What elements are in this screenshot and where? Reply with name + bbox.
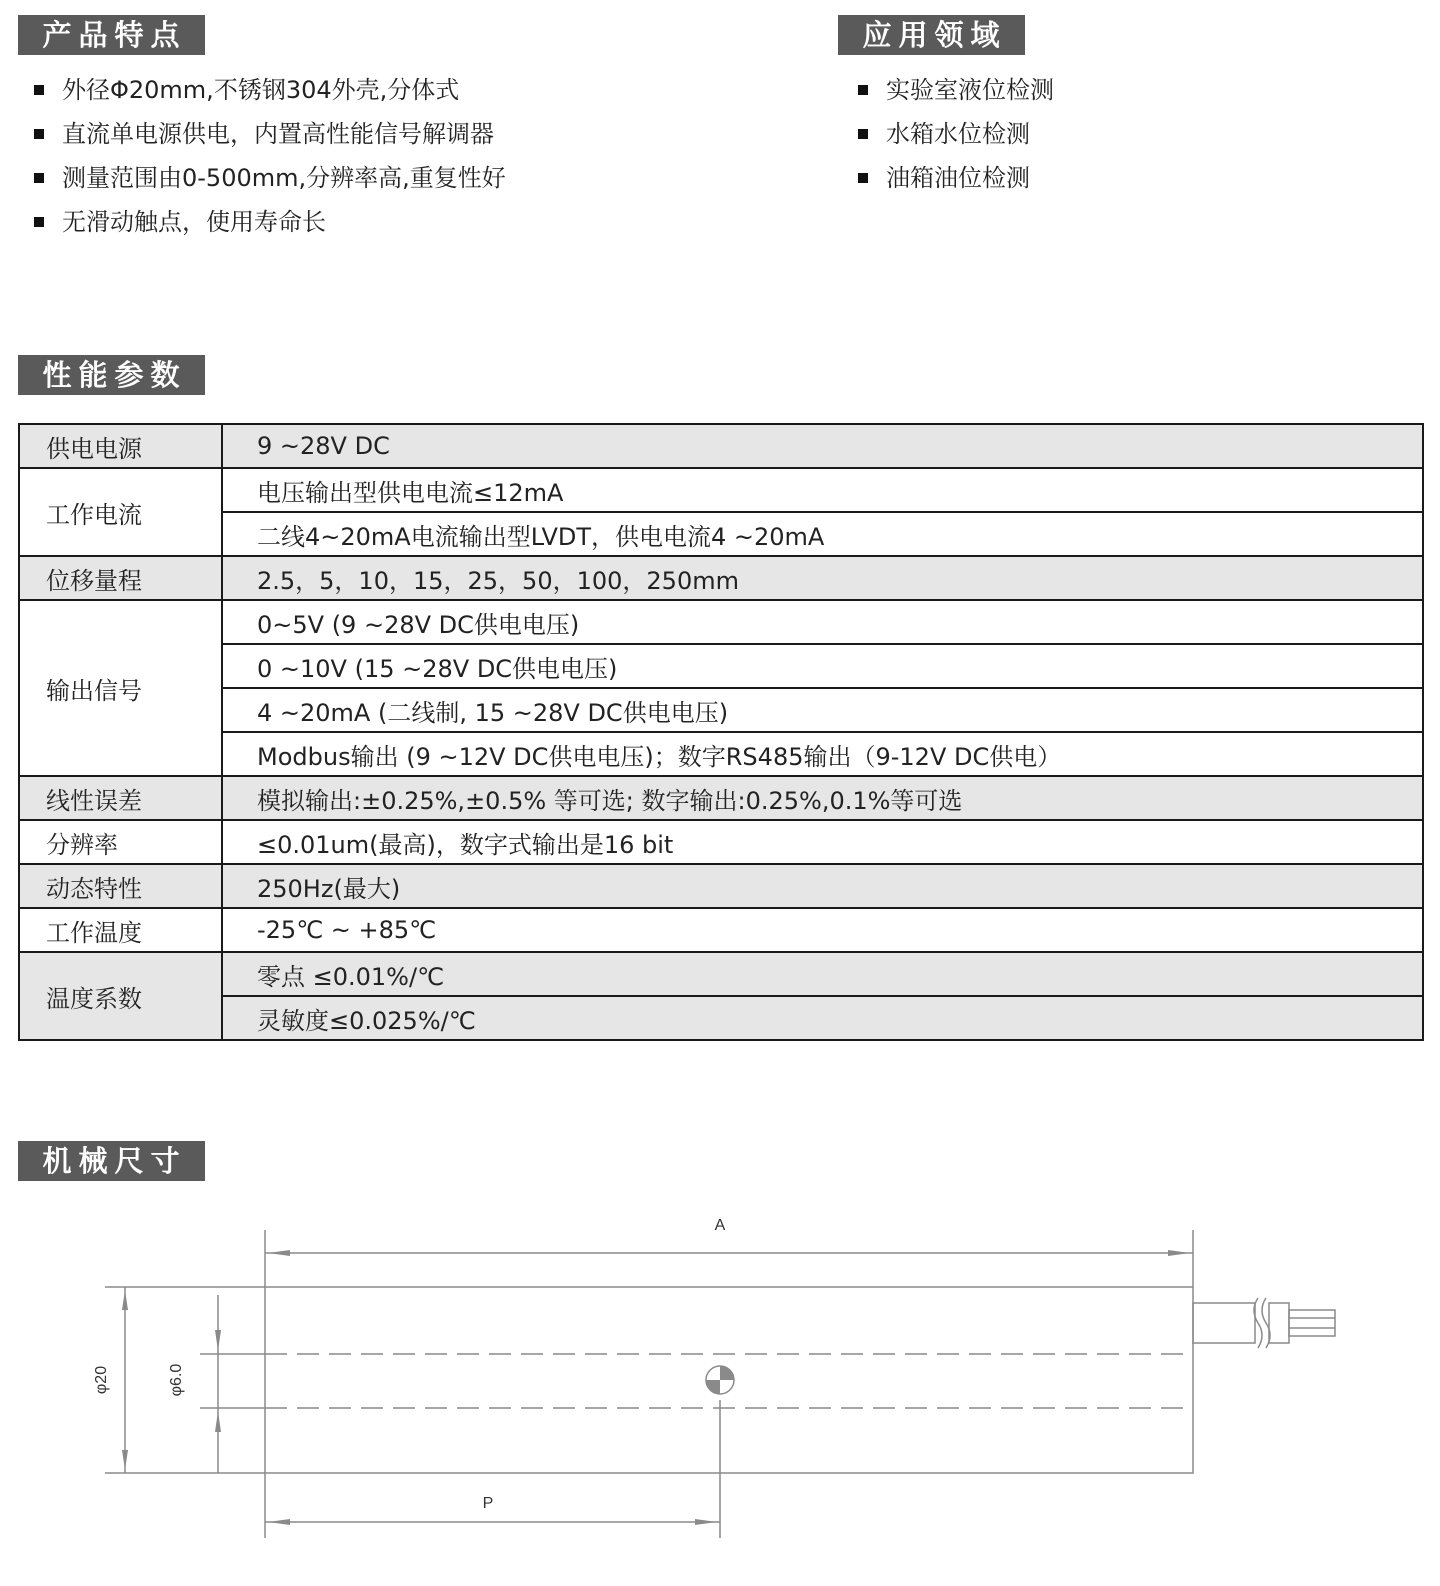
table-row	[19, 688, 1423, 732]
application-text: 实验室液位检测	[886, 76, 1054, 104]
bullet-icon	[34, 173, 44, 183]
table-row	[19, 644, 1423, 688]
spec-value: Modbus输出 (9 ~12V DC供电电压)；数字RS485输出（9-12V DC供电）	[222, 732, 1423, 776]
bullet-icon	[858, 85, 868, 95]
table-row	[19, 556, 1423, 600]
spec-value: 0~5V (9 ~28V DC供电电压)	[222, 600, 1423, 644]
spec-label: 工作电流	[19, 468, 222, 556]
cable-end	[1269, 1303, 1289, 1343]
list-item	[34, 156, 506, 200]
spec-label: 位移量程	[19, 556, 222, 600]
spec-label: 线性误差	[19, 776, 222, 820]
feature-text: 直流单电源供电，内置高性能信号解调器	[62, 120, 494, 148]
dimension-drawing	[0, 1200, 1440, 1580]
table-row	[19, 732, 1423, 776]
applications-title: 应用领域	[838, 15, 1025, 55]
spec-value: 0 ~10V (15 ~28V DC供电电压)	[222, 644, 1423, 688]
spec-value: 零点 ≤0.01%/℃	[222, 952, 1423, 996]
bullet-icon	[34, 129, 44, 139]
spec-value: ≤0.01um(最高)，数字式输出是16 bit	[222, 820, 1423, 864]
spec-label: 分辨率	[19, 820, 222, 864]
connector	[1289, 1310, 1335, 1336]
spec-value: 9 ~28V DC	[222, 424, 1423, 468]
table-row	[19, 908, 1423, 952]
table-row	[19, 820, 1423, 864]
spec-value: 2.5，5，10，15，25，50，100，250mm	[222, 556, 1423, 600]
table-row	[19, 600, 1423, 644]
list-item	[34, 68, 506, 112]
spec-label: 温度系数	[19, 952, 222, 1040]
feature-text: 外径Φ20mm,不锈钢304外壳,分体式	[62, 76, 460, 104]
dimensions-title: 机械尺寸	[18, 1141, 205, 1181]
table-row	[19, 996, 1423, 1040]
bullet-icon	[34, 217, 44, 227]
list-item	[858, 68, 1054, 112]
spec-value: 二线4~20mA电流输出型LVDT，供电电流4 ~20mA	[222, 512, 1423, 556]
cable-stub	[1193, 1303, 1255, 1343]
dimension-label-d20: φ20	[93, 1365, 110, 1395]
table-row	[19, 952, 1423, 996]
bullet-icon	[858, 173, 868, 183]
spec-value: 电压输出型供电电流≤12mA	[222, 468, 1423, 512]
spec-value: 4 ~20mA (二线制, 15 ~28V DC供电电压)	[222, 688, 1423, 732]
list-item	[34, 200, 506, 244]
application-text: 油箱油位检测	[886, 164, 1030, 192]
application-text: 水箱水位检测	[886, 120, 1030, 148]
list-item	[858, 112, 1054, 156]
spec-label: 供电电源	[19, 424, 222, 468]
table-row	[19, 424, 1423, 468]
features-title: 产品特点	[18, 15, 205, 55]
table-row	[19, 864, 1423, 908]
features-list	[34, 68, 506, 244]
specs-title: 性能参数	[18, 355, 205, 395]
spec-value: 灵敏度≤0.025%/℃	[222, 996, 1423, 1040]
dimension-label-a: A	[714, 1217, 726, 1234]
center-mark-icon	[706, 1366, 734, 1394]
spec-value: 模拟输出:±0.25%,±0.5% 等可选; 数字输出:0.25%,0.1%等可选	[222, 776, 1423, 820]
table-row	[19, 776, 1423, 820]
cable-break-icon	[1254, 1298, 1270, 1348]
table-row	[19, 512, 1423, 556]
spec-table	[18, 423, 1424, 1041]
bullet-icon	[34, 85, 44, 95]
applications-list	[858, 68, 1054, 200]
table-row	[19, 468, 1423, 512]
spec-value: -25℃ ~ +85℃	[222, 908, 1423, 952]
spec-label: 动态特性	[19, 864, 222, 908]
spec-label: 输出信号	[19, 600, 222, 776]
bullet-icon	[858, 129, 868, 139]
spec-value: 250Hz(最大)	[222, 864, 1423, 908]
list-item	[34, 112, 506, 156]
dimension-label-d6: φ6.0	[168, 1363, 185, 1397]
spec-label: 工作温度	[19, 908, 222, 952]
feature-text: 测量范围由0-500mm,分辨率高,重复性好	[62, 164, 506, 192]
feature-text: 无滑动触点，使用寿命长	[62, 208, 326, 236]
dimension-label-p: P	[482, 1495, 494, 1512]
list-item	[858, 156, 1054, 200]
